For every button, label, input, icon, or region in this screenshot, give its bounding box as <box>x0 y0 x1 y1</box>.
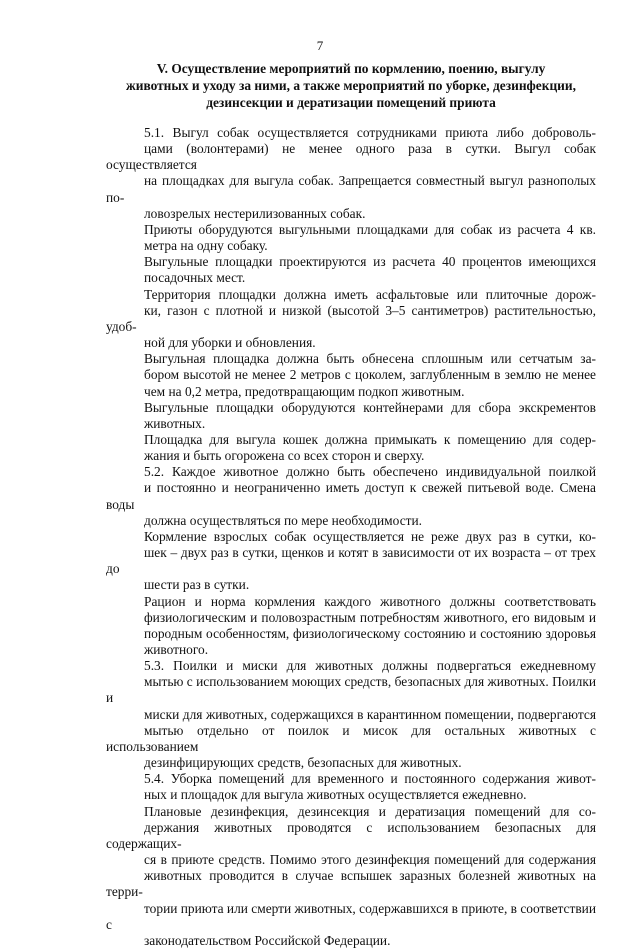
paragraph-line: ловозрелых нестерилизованных собак. <box>144 205 366 221</box>
paragraph <box>106 464 596 529</box>
paragraph-line: 5.1. Выгул собак осуществляется сотрудниками приюта либо доброволь- <box>144 125 596 140</box>
paragraph <box>106 351 596 399</box>
paragraph <box>106 400 596 432</box>
paragraph-line: Приюты оборудуются выгульными площадками для собак из расчета 4 кв. <box>144 221 596 237</box>
paragraph <box>106 287 596 352</box>
paragraph-line: ной для уборки и обновления. <box>144 335 316 351</box>
paragraph-line: животных проводится в случае вспышек заразных болезней животных на терри- <box>106 868 596 900</box>
paragraph-line: ся в приюте средств. Помимо этого дезинфекция помещений для содержания <box>144 852 596 868</box>
paragraph <box>106 658 596 771</box>
paragraph-line: и постоянно и неограниченно иметь доступ к свежей питьевой воде. Смена воды <box>106 480 596 512</box>
section-title <box>106 60 596 111</box>
paragraph <box>106 254 596 286</box>
paragraph-line: Выгульные площадки проектируются из расчета 40 процентов имеющихся <box>144 254 596 270</box>
paragraph-line: тории приюта или смерти животных, содержавшихся в приюте, в соответствии с <box>106 900 596 932</box>
paragraph-line: животного. <box>144 642 209 657</box>
paragraph <box>106 771 596 803</box>
paragraph <box>106 432 596 464</box>
paragraph-line: шек – двух раз в сутки, щенков и котят в зависимости от их возраста – от трех до <box>106 545 596 577</box>
paragraph-line: посадочных мест. <box>144 270 246 286</box>
paragraph-line: ки, газон с плотной и низкой (высотой 3–5 сантиметров) растительностью, удоб- <box>106 302 596 334</box>
paragraph <box>106 125 596 222</box>
paragraph-line: жания и быть огорожена со всех сторон и сверху. <box>144 448 425 464</box>
paragraph-line: 5.2. Каждое животное должно быть обеспечено индивидуальной поилкой <box>144 464 596 480</box>
paragraph-line: Выгульная площадка должна быть обнесена сплошным или сетчатым за- <box>144 351 596 367</box>
paragraph-line: физиологическим и половозрастным потребностям животного, его видовым и <box>144 609 596 625</box>
paragraph-line: держания животных проводятся с использованием безопасных для содержащих- <box>106 819 596 851</box>
paragraph-line: Площадка для выгула кошек должна примыкать к помещению для содер- <box>144 431 596 447</box>
paragraph <box>106 594 596 659</box>
paragraph-line: 5.4. Уборка помещений для временного и постоянного содержания живот- <box>144 771 596 787</box>
paragraph-line: породным особенностям, физиологическому состоянию и состоянию здоровья <box>144 625 596 641</box>
paragraph-line: Плановые дезинфекция, дезинсекция и дератизация помещений для со- <box>144 803 596 819</box>
paragraph-line: ных и площадок для выгула животных осуществляется ежедневно. <box>144 787 527 803</box>
paragraph-line: законодательством Российской Федерации. <box>144 932 391 948</box>
paragraph-line: чем на 0,2 метра, предотвращающим подкоп животным. <box>144 383 465 399</box>
section-title-line: V. Осуществление мероприятий по кормлению, поению, выгулу <box>156 61 546 76</box>
paragraph-line: миски для животных, содержащихся в карантинном помещении, подвергаются <box>144 706 596 722</box>
body-text <box>106 125 596 949</box>
paragraph-line: 5.3. Поилки и миски для животных должны подвергаться ежедневному <box>144 658 596 674</box>
paragraph-line: дезинфицирующих средств, безопасных для животных. <box>144 755 462 771</box>
paragraph-line: Кормление взрослых собак осуществляется не реже двух раз в сутки, ко- <box>144 528 596 544</box>
section-title-line: дезинсекции и дератизации помещений приюта <box>206 95 496 110</box>
paragraph <box>106 804 596 949</box>
paragraph-line: метра на одну собаку. <box>144 238 268 254</box>
paragraph <box>106 529 596 594</box>
paragraph-line: животных. <box>144 415 206 431</box>
paragraph-line: Территория площадки должна иметь асфальтовые или плиточные дорож- <box>144 286 596 302</box>
paragraph-line: мытью отдельно от поилок и мисок для остальных животных с использованием <box>106 722 596 754</box>
paragraph-line: бором высотой не менее 2 метров с цоколем, заглубленным в землю не менее <box>144 367 596 383</box>
paragraph-line: Рацион и норма кормления каждого животного должны соответствовать <box>144 593 596 609</box>
paragraph-line: должна осуществляться по мере необходимости. <box>144 512 422 528</box>
paragraph-line: цами (волонтерами) не менее одного раза в сутки. Выгул собак осуществляется <box>106 141 596 173</box>
paragraph-line: мытью с использованием моющих средств, безопасных для животных. Поилки и <box>106 674 596 706</box>
paragraph <box>106 222 596 254</box>
paragraph-line: шести раз в сутки. <box>144 577 250 593</box>
section-title-line: животных и уходу за ними, а также мероприятий по уборке, дезинфекции, <box>126 78 576 93</box>
paragraph-line: Выгульные площадки оборудуются контейнерами для сбора экскрементов <box>144 399 596 415</box>
page-number: 7 <box>316 38 324 53</box>
paragraph-line: на площадках для выгула собак. Запрещается совместный выгул разнополых по- <box>106 173 596 205</box>
